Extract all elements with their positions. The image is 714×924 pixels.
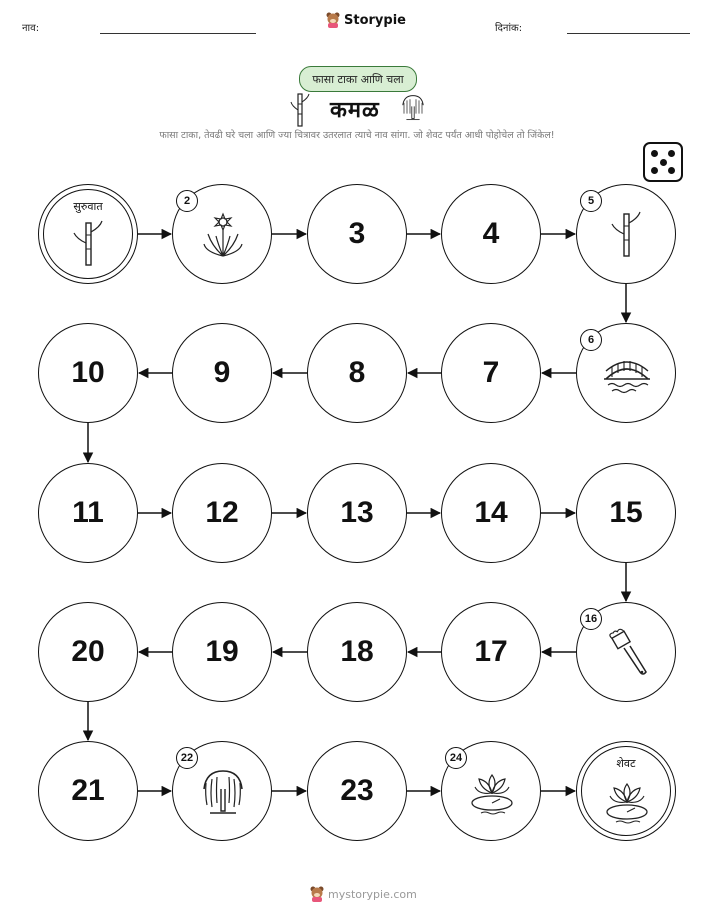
paintbrush-icon [602, 628, 652, 678]
board-cell-15[interactable] [576, 463, 676, 563]
board-cell-19[interactable] [172, 602, 272, 702]
cell-number-badge: 24 [445, 747, 467, 769]
finish-cell[interactable] [576, 741, 676, 841]
bridge-icon [602, 349, 652, 399]
footer-site[interactable]: mystorypie.com [328, 887, 417, 901]
cell-number: 9 [213, 356, 231, 389]
board-cell-11[interactable] [38, 463, 138, 563]
cell-number-badge: 5 [580, 190, 602, 212]
cell-number: 14 [474, 496, 508, 529]
cell-number-badge: 22 [176, 747, 198, 769]
cell-number: 11 [72, 496, 104, 529]
lotus-icon [602, 776, 652, 826]
cell-number: 15 [609, 496, 643, 529]
brand-name: Storypie [344, 12, 406, 28]
board-cell-8[interactable] [307, 323, 407, 423]
finish-label: शेवट [616, 757, 636, 770]
cell-number: 19 [205, 635, 239, 668]
page-title: कमळ [330, 98, 380, 123]
cell-number-badge: 6 [580, 329, 602, 351]
board-cell-20[interactable] [38, 602, 138, 702]
board-cell-18[interactable] [307, 602, 407, 702]
board-cell-14[interactable] [441, 463, 541, 563]
cell-number: 12 [205, 496, 239, 529]
instructions: फासा टाका, तेवढी घरे चला आणि ज्या चित्रावर उतरलात त्याचे नाव सांगा. जो शेवट पर्यंत आधी पोहोचेल तो जिंकेल! [159, 130, 555, 141]
board-cell-3[interactable] [307, 184, 407, 284]
date-label: दिनांक: [495, 23, 523, 34]
cell-number: 21 [71, 774, 105, 807]
board-cell-4[interactable] [441, 184, 541, 284]
cell-number: 7 [482, 356, 500, 389]
cell-number: 18 [340, 635, 374, 668]
board-cell-17[interactable] [441, 602, 541, 702]
lotus-icon [467, 767, 517, 817]
cell-number: 13 [340, 496, 374, 529]
cell-number: 17 [474, 635, 508, 668]
game-tag: फासा टाका आणि चला [299, 66, 417, 92]
cell-number: 3 [348, 217, 366, 250]
bear-icon [310, 886, 324, 902]
cell-number: 4 [482, 217, 500, 250]
cell-number: 8 [348, 356, 366, 389]
board-cell-10[interactable] [38, 323, 138, 423]
board-cell-21[interactable] [38, 741, 138, 841]
board-cell-23[interactable] [307, 741, 407, 841]
footer [310, 886, 417, 902]
bamboo-icon [64, 219, 114, 269]
cell-number-badge: 2 [176, 190, 198, 212]
willow-tree-icon [198, 767, 248, 817]
start-cell[interactable] [38, 184, 138, 284]
board-cell-7[interactable] [441, 323, 541, 423]
daffodil-icon [198, 210, 248, 260]
bamboo-icon [602, 210, 652, 260]
board-cell-12[interactable] [172, 463, 272, 563]
board-cell-9[interactable] [172, 323, 272, 423]
cell-number: 23 [340, 774, 374, 807]
name-label: नाव: [22, 23, 40, 34]
board-cell-13[interactable] [307, 463, 407, 563]
cell-number-badge: 16 [580, 608, 602, 630]
cell-number: 20 [71, 635, 105, 668]
start-label: सुरुवात [73, 200, 103, 213]
cell-number: 10 [71, 356, 105, 389]
